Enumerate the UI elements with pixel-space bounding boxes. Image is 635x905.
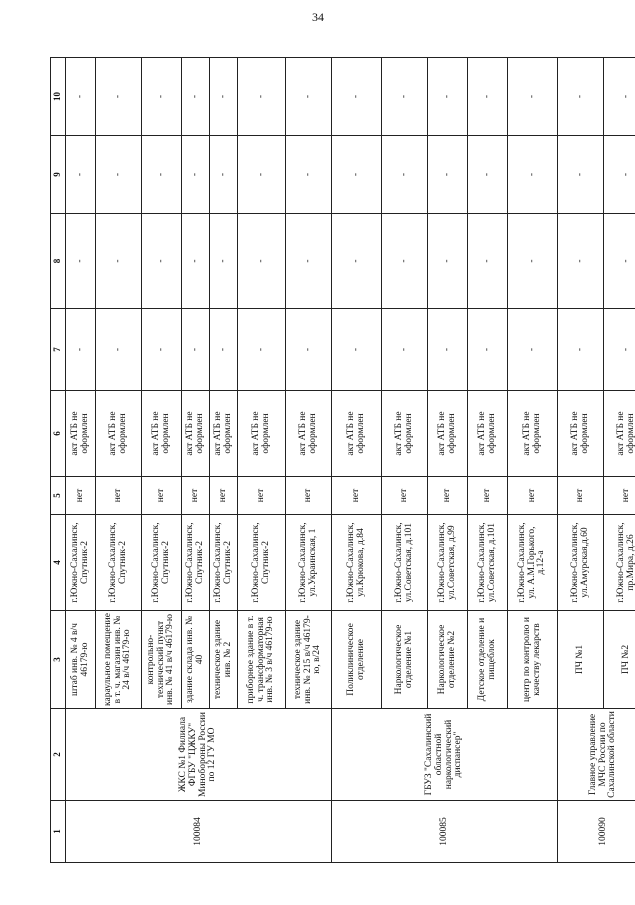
cell-col7: - [332, 309, 382, 391]
cell-col6: акт АТБ не оформлен [210, 391, 238, 477]
cell-col5: нет [382, 477, 428, 515]
address-cell: г.Южно-Сахалинск, ул.Советская, д.101 [468, 515, 508, 611]
cell-col5: нет [332, 477, 382, 515]
object-cell: штаб инв. № 4 в/ч 46179-ю [66, 611, 96, 709]
column-header: 5 [51, 477, 66, 515]
rotated-table-container [50, 58, 635, 863]
cell-col5: нет [66, 477, 96, 515]
cell-col8: - [558, 214, 604, 309]
cell-col7: - [558, 309, 604, 391]
cell-col9: - [508, 136, 558, 214]
cell-col9: - [468, 136, 508, 214]
table-row [558, 58, 604, 863]
cell-col7: - [508, 309, 558, 391]
cell-col5: нет [182, 477, 210, 515]
column-header: 2 [51, 709, 66, 801]
cell-col9: - [558, 136, 604, 214]
cell-col8: - [96, 214, 142, 309]
cell-col10: - [468, 58, 508, 136]
cell-col9: - [96, 136, 142, 214]
address-cell: г.Южно-Сахалинск, ул.Крюкова, д.84 [332, 515, 382, 611]
cell-col6: акт АТБ не оформлен [182, 391, 210, 477]
column-header: 8 [51, 214, 66, 309]
cell-col8: - [66, 214, 96, 309]
cell-col8: - [210, 214, 238, 309]
cell-col10: - [66, 58, 96, 136]
cell-col9: - [182, 136, 210, 214]
cell-col6: акт АТБ не оформлен [66, 391, 96, 477]
cell-col7: - [286, 309, 332, 391]
cell-col9: - [286, 136, 332, 214]
org-code-cell: 100085 [332, 801, 558, 863]
object-cell: Детское отделение и пищеблок [468, 611, 508, 709]
address-cell: г.Южно-Сахалинск, ул.Советская, д.101 [382, 515, 428, 611]
cell-col6: акт АТБ не оформлен [286, 391, 332, 477]
cell-col7: - [428, 309, 468, 391]
cell-col10: - [332, 58, 382, 136]
cell-col6: акт АТБ не оформлен [468, 391, 508, 477]
column-header: 9 [51, 136, 66, 214]
org-code-cell: 100084 [66, 801, 332, 863]
org-name-cell: ГБУЗ "Сахалинский областной наркологический диспансер" [332, 709, 558, 801]
cell-col7: - [210, 309, 238, 391]
object-cell: ПЧ №2 [604, 611, 635, 709]
table-row [332, 58, 382, 863]
address-cell: г.Южно-Сахалинск, Спутник-2 [238, 515, 286, 611]
cell-col8: - [604, 214, 635, 309]
cell-col10: - [558, 58, 604, 136]
registry-table [50, 57, 635, 863]
object-cell: приборное здание в т. ч. трансформаторная инв. № 3 в/ч 46179-ю [238, 611, 286, 709]
address-cell: г.Южно-Сахалинск, ул.Советская, д.99 [428, 515, 468, 611]
address-cell: г.Южно-Сахалинск, Спутник-2 [142, 515, 182, 611]
cell-col5: нет [286, 477, 332, 515]
cell-col9: - [332, 136, 382, 214]
cell-col6: акт АТБ не оформлен [142, 391, 182, 477]
cell-col9: - [238, 136, 286, 214]
object-cell: здание склада инв. № 40 [182, 611, 210, 709]
cell-col8: - [468, 214, 508, 309]
address-cell: г.Южно-Сахалинск, Спутник-2 [66, 515, 96, 611]
cell-col9: - [142, 136, 182, 214]
cell-col8: - [332, 214, 382, 309]
cell-col6: акт АТБ не оформлен [382, 391, 428, 477]
object-cell: Наркологическое отделение №1 [382, 611, 428, 709]
page-number: 34 [312, 10, 324, 24]
cell-col7: - [182, 309, 210, 391]
cell-col5: нет [428, 477, 468, 515]
column-header: 3 [51, 611, 66, 709]
object-cell: техническое здание инв. № 215 в/ч 46179-ю, в/24 [286, 611, 332, 709]
cell-col10: - [508, 58, 558, 136]
cell-col5: нет [604, 477, 635, 515]
cell-col9: - [210, 136, 238, 214]
cell-col8: - [382, 214, 428, 309]
cell-col7: - [96, 309, 142, 391]
cell-col9: - [382, 136, 428, 214]
cell-col5: нет [558, 477, 604, 515]
object-cell: контрольно-технический пункт инв. № 41 в/ч 46179-ю [142, 611, 182, 709]
object-cell: центр по контролю и качеству лекарств [508, 611, 558, 709]
column-header: 7 [51, 309, 66, 391]
cell-col10: - [428, 58, 468, 136]
column-header: 4 [51, 515, 66, 611]
address-cell: г.Южно-Сахалинск, Спутник-2 [210, 515, 238, 611]
cell-col8: - [286, 214, 332, 309]
org-name-cell: Главное управление МЧС России по Сахалинской области [558, 709, 635, 801]
object-cell: ПЧ №1 [558, 611, 604, 709]
cell-col7: - [238, 309, 286, 391]
cell-col6: акт АТБ не оформлен [428, 391, 468, 477]
address-cell: г.Южно-Сахалинск, пр.Мира, д.26 [604, 515, 635, 611]
table-row [66, 58, 96, 863]
cell-col5: нет [508, 477, 558, 515]
column-header: 1 [51, 801, 66, 863]
cell-col10: - [286, 58, 332, 136]
table-body [66, 58, 635, 863]
object-cell: Наркологическое отделение №2 [428, 611, 468, 709]
cell-col10: - [210, 58, 238, 136]
cell-col10: - [96, 58, 142, 136]
object-cell: техническое здание инв. № 2 [210, 611, 238, 709]
cell-col5: нет [468, 477, 508, 515]
cell-col6: акт АТБ не оформлен [604, 391, 635, 477]
address-cell: г.Южно-Сахалинск, ул. А.М.Горького, д.12-а [508, 515, 558, 611]
cell-col7: - [66, 309, 96, 391]
cell-col6: акт АТБ не оформлен [508, 391, 558, 477]
org-name-cell: ЖКС №1 Филиала ФГБУ "ЦЖКУ" Минобороны России по 12 ГУ МО [66, 709, 332, 801]
address-cell: г.Южно-Сахалинск, ул.Украинская, 1 [286, 515, 332, 611]
cell-col7: - [142, 309, 182, 391]
cell-col7: - [604, 309, 635, 391]
cell-col7: - [468, 309, 508, 391]
cell-col6: акт АТБ не оформлен [558, 391, 604, 477]
cell-col6: акт АТБ не оформлен [238, 391, 286, 477]
cell-col10: - [238, 58, 286, 136]
cell-col8: - [142, 214, 182, 309]
cell-col10: - [382, 58, 428, 136]
header-row [51, 58, 66, 863]
address-cell: г.Южно-Сахалинск, ул.Амурская,д.60 [558, 515, 604, 611]
column-header: 10 [51, 58, 66, 136]
address-cell: г.Южно-Сахалинск, Спутник-2 [182, 515, 210, 611]
cell-col6: акт АТБ не оформлен [96, 391, 142, 477]
cell-col9: - [428, 136, 468, 214]
address-cell: г.Южно-Сахалинск, Спутник-2 [96, 515, 142, 611]
cell-col8: - [428, 214, 468, 309]
cell-col10: - [142, 58, 182, 136]
cell-col8: - [182, 214, 210, 309]
cell-col8: - [238, 214, 286, 309]
cell-col5: нет [238, 477, 286, 515]
object-cell: караульное помещение в т. ч. магазин инв. № 24 в/ч 46179-ю [96, 611, 142, 709]
cell-col6: акт АТБ не оформлен [332, 391, 382, 477]
cell-col10: - [182, 58, 210, 136]
cell-col8: - [508, 214, 558, 309]
org-code-cell: 100090 [558, 801, 635, 863]
cell-col9: - [66, 136, 96, 214]
cell-col9: - [604, 136, 635, 214]
cell-col5: нет [96, 477, 142, 515]
cell-col5: нет [142, 477, 182, 515]
column-header: 6 [51, 391, 66, 477]
cell-col10: - [604, 58, 635, 136]
object-cell: Поликлиническое отделение [332, 611, 382, 709]
cell-col7: - [382, 309, 428, 391]
cell-col5: нет [210, 477, 238, 515]
